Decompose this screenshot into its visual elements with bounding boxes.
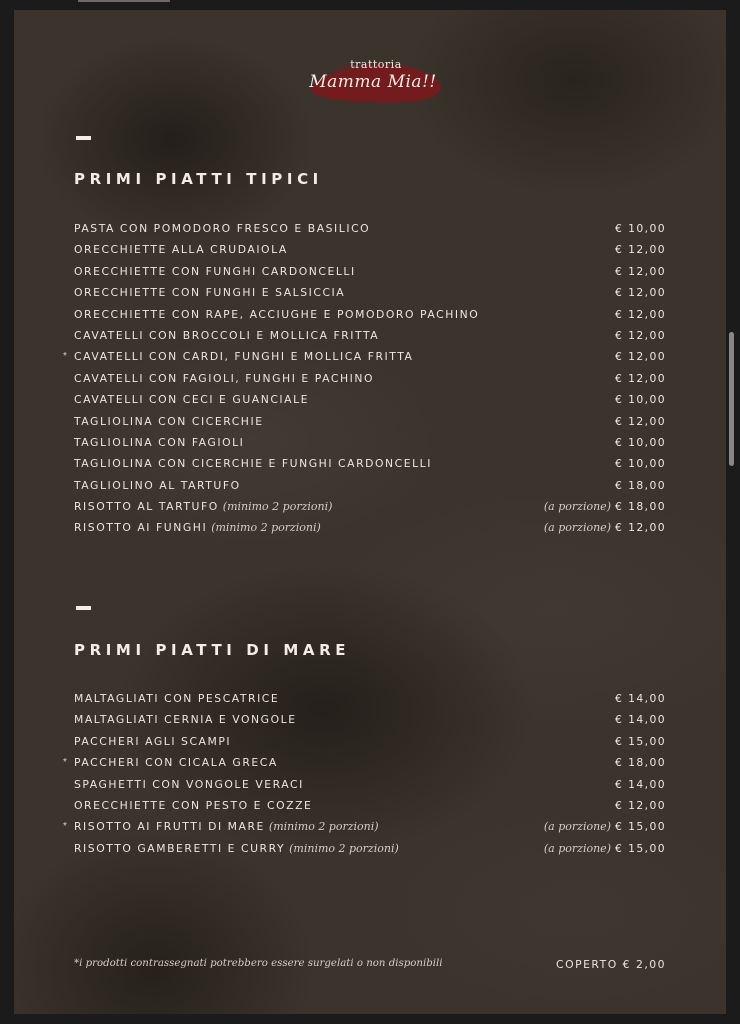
menu-page bbox=[14, 10, 726, 1014]
menu-item-name bbox=[74, 731, 231, 752]
menu-item bbox=[14, 368, 726, 389]
menu-item-note: (minimo 2 porzioni) bbox=[289, 841, 399, 855]
menu-item-price bbox=[615, 389, 666, 410]
menu-item-price bbox=[544, 517, 666, 538]
menu-item-name bbox=[74, 218, 370, 239]
menu-item-price bbox=[615, 432, 666, 453]
menu-item-name-text: TAGLIOLINA CON CICERCHIE bbox=[74, 414, 264, 428]
menu-item-price-value: € 12,00 bbox=[614, 371, 666, 385]
menu-item-name-text: MALTAGLIATI CON PESCATRICE bbox=[74, 692, 280, 705]
menu-item-price bbox=[544, 496, 666, 517]
menu-item-name-text: ORECCHIETTE CON PESTO E COZZE bbox=[74, 798, 313, 812]
menu-item-name bbox=[74, 304, 479, 325]
menu-item-name-text: TAGLIOLINA CON FAGIOLI bbox=[74, 435, 245, 449]
menu-item-price bbox=[615, 239, 666, 260]
menu-item bbox=[14, 453, 726, 474]
menu-item-name bbox=[74, 496, 332, 517]
menu-item bbox=[14, 411, 726, 432]
scrollbar-thumb[interactable] bbox=[729, 332, 734, 466]
menu-item-price-value: € 12,00 bbox=[614, 264, 666, 278]
menu-item-price bbox=[615, 218, 666, 239]
menu-item-price-value: € 15,00 bbox=[614, 734, 666, 748]
menu-item-name bbox=[74, 795, 312, 816]
menu-item-price bbox=[544, 838, 666, 859]
menu-item-note: (minimo 2 porzioni) bbox=[268, 820, 379, 834]
menu-item-price-value: € 10,00 bbox=[614, 393, 666, 407]
menu-item bbox=[14, 282, 726, 303]
menu-list-primi-tipici bbox=[14, 218, 726, 539]
menu-item bbox=[14, 325, 726, 346]
menu-item-name-text: RISOTTO GAMBERETTI E CURRY bbox=[74, 841, 286, 855]
section-dash bbox=[76, 606, 91, 610]
menu-item bbox=[14, 239, 726, 260]
menu-item-price-value: € 12,00 bbox=[614, 521, 666, 535]
menu-item-price bbox=[615, 475, 666, 496]
menu-item-price bbox=[544, 816, 666, 837]
menu-item-name bbox=[74, 709, 297, 730]
menu-item-price bbox=[615, 688, 666, 709]
menu-item-name-text: RISOTTO AI FRUTTI DI MARE bbox=[74, 820, 265, 834]
menu-item-price bbox=[615, 795, 666, 816]
asterisk-marker: * bbox=[63, 757, 67, 769]
menu-item bbox=[14, 752, 726, 773]
menu-item-name bbox=[74, 325, 379, 346]
coperto-price: COPERTO € 2,00 bbox=[556, 958, 666, 971]
menu-item-price bbox=[615, 411, 666, 432]
menu-item-name bbox=[74, 368, 374, 389]
logo-subtitle: trattoria bbox=[350, 58, 402, 71]
menu-item-price-value: € 12,00 bbox=[614, 350, 666, 364]
menu-item-price bbox=[615, 261, 666, 282]
menu-item-price-value: € 18,00 bbox=[614, 756, 666, 770]
menu-item-name bbox=[74, 239, 288, 260]
menu-item-name-text: PASTA CON POMODORO FRESCO E BASILICO bbox=[74, 222, 371, 235]
menu-item-price bbox=[615, 752, 666, 773]
menu-item-name-text: ORECCHIETTE CON RAPE, ACCIUGHE E POMODORO PACHINO bbox=[74, 307, 480, 321]
asterisk-marker: * bbox=[63, 821, 67, 833]
menu-item-name-text: CAVATELLI CON CECI E GUANCIALE bbox=[74, 393, 310, 407]
menu-item-price bbox=[615, 346, 666, 367]
menu-item-price-value: € 14,00 bbox=[614, 713, 666, 727]
menu-item-price bbox=[615, 453, 666, 474]
menu-item-price bbox=[615, 731, 666, 752]
menu-item-name-text: TAGLIOLINA CON CICERCHIE E FUNGHI CARDONCELLI bbox=[74, 457, 432, 471]
menu-item-name-text: PACCHERI CON CICALA GRECA bbox=[74, 756, 278, 770]
menu-item-price-value: € 18,00 bbox=[614, 500, 666, 514]
menu-item-price-value: € 14,00 bbox=[614, 692, 666, 705]
menu-item-name bbox=[74, 389, 309, 410]
menu-item-name bbox=[74, 816, 379, 837]
menu-item-price-value: € 12,00 bbox=[614, 243, 666, 257]
menu-item-price-value: € 10,00 bbox=[614, 435, 666, 449]
menu-item bbox=[14, 261, 726, 282]
menu-item-price bbox=[615, 325, 666, 346]
menu-item-name bbox=[74, 453, 432, 474]
menu-item bbox=[14, 496, 726, 517]
logo-title: Mamma Mia!! bbox=[309, 72, 437, 92]
menu-item-price bbox=[615, 709, 666, 730]
menu-item bbox=[14, 346, 726, 367]
restaurant-logo bbox=[298, 58, 448, 108]
menu-item-price-value: € 12,00 bbox=[614, 798, 666, 812]
menu-item-portion: (a porzione) bbox=[543, 521, 611, 535]
section-dash bbox=[76, 136, 91, 140]
menu-item bbox=[14, 731, 726, 752]
menu-item-name-text: SPAGHETTI CON VONGOLE VERACI bbox=[74, 777, 304, 791]
menu-item bbox=[14, 218, 726, 239]
menu-item-price-value: € 10,00 bbox=[614, 222, 666, 235]
menu-item-name bbox=[74, 752, 278, 773]
menu-item-price-value: € 12,00 bbox=[614, 307, 666, 321]
menu-item-name-text: TAGLIOLINO AL TARTUFO bbox=[74, 478, 241, 492]
menu-item bbox=[14, 475, 726, 496]
menu-item bbox=[14, 304, 726, 325]
menu-item-name-text: ORECCHIETTE ALLA CRUDAIOLA bbox=[74, 243, 288, 257]
menu-item-portion: (a porzione) bbox=[543, 500, 611, 514]
menu-item-price-value: € 12,00 bbox=[614, 414, 666, 428]
menu-item-price bbox=[615, 304, 666, 325]
menu-item-name bbox=[74, 774, 304, 795]
footnote: *i prodotti contrassegnati potrebbero essere surgelati o non disponibili bbox=[74, 958, 443, 969]
menu-item bbox=[14, 688, 726, 709]
menu-item-name bbox=[74, 411, 264, 432]
menu-item-name bbox=[74, 432, 244, 453]
menu-item-price-value: € 10,00 bbox=[614, 457, 666, 471]
menu-item-price-value: € 15,00 bbox=[614, 820, 666, 834]
section-title-primi-tipici: PRIMI PIATTI TIPICI bbox=[74, 170, 323, 188]
menu-item-name bbox=[74, 838, 399, 859]
menu-item-name-text: RISOTTO AL TARTUFO bbox=[74, 500, 219, 514]
menu-item bbox=[14, 838, 726, 859]
menu-item-portion: (a porzione) bbox=[543, 820, 611, 834]
menu-item-name bbox=[74, 346, 413, 367]
menu-item bbox=[14, 432, 726, 453]
menu-item-name-text: PACCHERI AGLI SCAMPI bbox=[74, 734, 232, 748]
menu-item-price-value: € 12,00 bbox=[614, 286, 666, 300]
menu-item-price-value: € 12,00 bbox=[614, 328, 666, 342]
menu-item bbox=[14, 709, 726, 730]
menu-item-note: (minimo 2 porzioni) bbox=[222, 500, 333, 514]
menu-item bbox=[14, 774, 726, 795]
menu-item-name-text: ORECCHIETTE CON FUNGHI E SALSICCIA bbox=[74, 286, 346, 300]
menu-item-name bbox=[74, 261, 356, 282]
menu-list-primi-mare bbox=[14, 688, 726, 859]
menu-item-price-value: € 15,00 bbox=[614, 841, 666, 855]
menu-item-name bbox=[74, 282, 345, 303]
menu-item-name bbox=[74, 688, 279, 709]
menu-item-note: (minimo 2 porzioni) bbox=[211, 521, 321, 535]
menu-item-price-value: € 14,00 bbox=[614, 777, 666, 791]
menu-item-name-text: MALTAGLIATI CERNIA E VONGOLE bbox=[74, 713, 297, 727]
menu-item-price bbox=[615, 368, 666, 389]
top-divider-line bbox=[78, 0, 170, 2]
menu-item-name-text: RISOTTO AI FUNGHI bbox=[74, 521, 208, 535]
menu-item-name-text: CAVATELLI CON FAGIOLI, FUNGHI E PACHINO bbox=[74, 371, 375, 385]
menu-item bbox=[14, 795, 726, 816]
menu-item-name bbox=[74, 475, 241, 496]
menu-item-price bbox=[615, 774, 666, 795]
menu-item bbox=[14, 517, 726, 538]
menu-item-portion: (a porzione) bbox=[543, 841, 611, 855]
menu-item-name-text: CAVATELLI CON CARDI, FUNGHI E MOLLICA FRITTA bbox=[74, 350, 414, 364]
menu-item-name-text: ORECCHIETTE CON FUNGHI CARDONCELLI bbox=[74, 264, 356, 278]
section-title-primi-mare: PRIMI PIATTI DI MARE bbox=[74, 641, 351, 659]
menu-item bbox=[14, 389, 726, 410]
menu-item-name bbox=[74, 517, 321, 538]
menu-item bbox=[14, 816, 726, 837]
menu-item-name-text: CAVATELLI CON BROCCOLI E MOLLICA FRITTA bbox=[74, 328, 380, 342]
menu-item-price bbox=[615, 282, 666, 303]
menu-item-price-value: € 18,00 bbox=[614, 478, 666, 492]
asterisk-marker: * bbox=[63, 351, 67, 363]
